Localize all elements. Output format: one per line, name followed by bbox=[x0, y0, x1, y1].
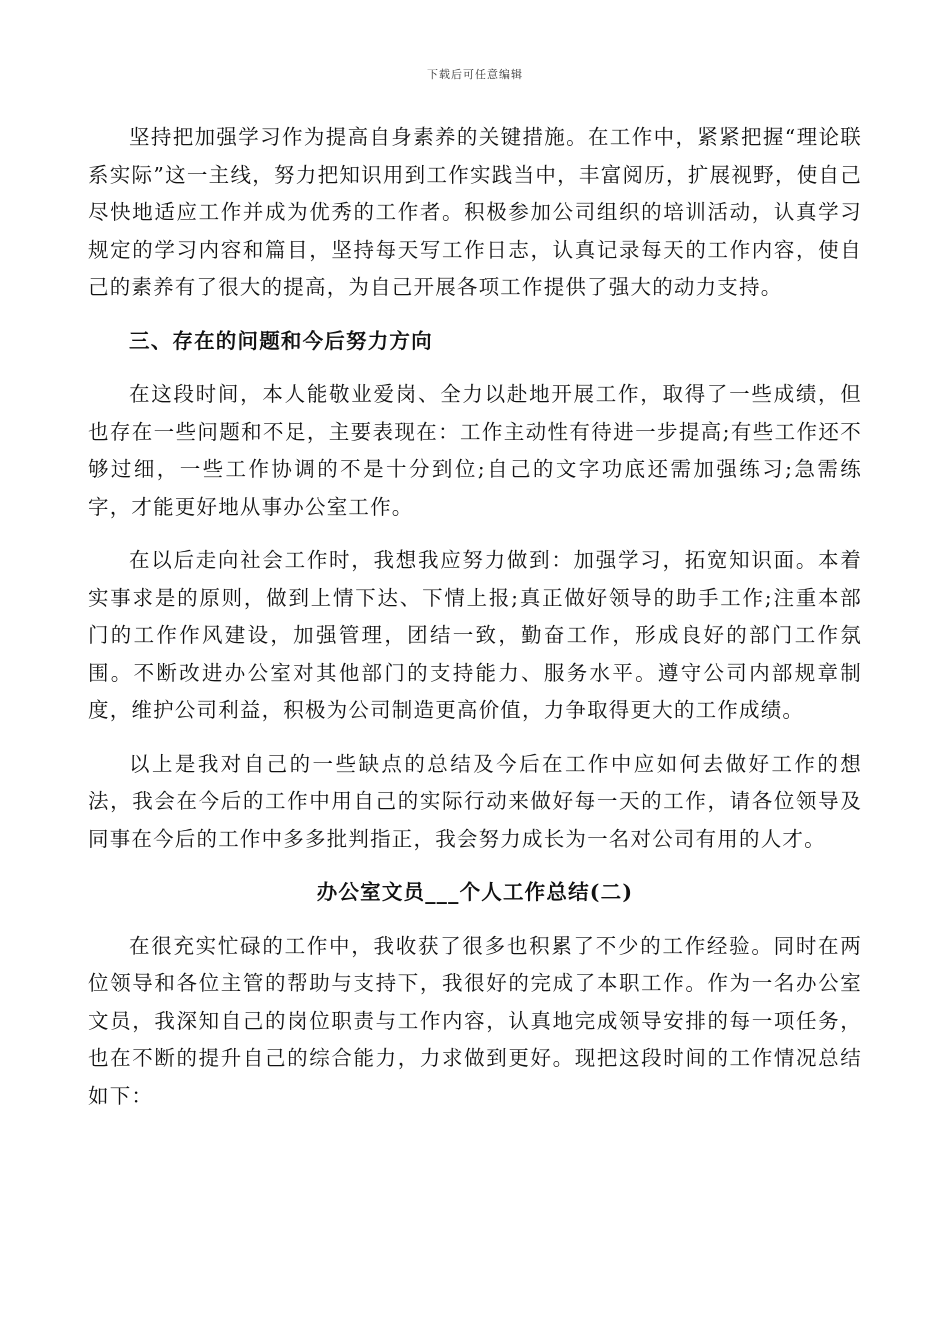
section-heading-problems: 三、存在的问题和今后努力方向 bbox=[129, 328, 433, 353]
paragraph-conclusion: 以上是我对自己的一些缺点的总结及今后在工作中应如何去做好工作的想法，我会在今后的工作中用自己的实际行动来做好每一天的工作，请各位领导及同事在今后的工作中多多批判指正，我会努力成长为一名对公司有用的人才。 bbox=[88, 751, 862, 851]
document-body bbox=[88, 119, 862, 1115]
paragraph-future-plan: 在以后走向社会工作时，我想我应努力做到：加强学习，拓宽知识面。本着实事求是的原则，做到上情下达、下情上报;真正做好领导的助手工作;注重本部门的工作作风建设，加强管理，团结一致，勤奋工作，形成良好的部门工作氛围。不断改进办公室对其他部门的支持能力、服务水平。遵守公司内部规章制度，维护公司利益，积极为公司制造更高价值，力争取得更大的工作成绩。 bbox=[88, 548, 862, 722]
paragraph-gap bbox=[88, 526, 862, 542]
document-title-part-two: 办公室文员___个人工作总结(二) bbox=[316, 880, 634, 904]
header-note: 下载后可任意编辑 bbox=[427, 68, 523, 81]
paragraph-gap bbox=[88, 730, 862, 746]
paragraph-gap bbox=[88, 360, 862, 376]
paragraph-gap bbox=[88, 912, 862, 928]
paragraph-intro-part-two: 在很充实忙碌的工作中，我收获了很多也积累了不少的工作经验。同时在两位领导和各位主管的帮助与支持下，我很好的完成了本职工作。作为一名办公室文员，我深知自己的岗位职责与工作内容，认真地完成领导安排的每一项任务，也在不断的提升自己的综合能力，力求做到更好。现把这段时间的工作情况总结如下： bbox=[88, 933, 862, 1108]
paragraph-gap bbox=[88, 307, 862, 323]
paragraph-shortcomings: 在这段时间，本人能敬业爱岗、全力以赴地开展工作，取得了一些成绩，但也存在一些问题和不足，主要表现在：工作主动性有待进一步提高;有些工作还不够过细，一些工作协调的不是十分到位;自己的文字功底还需加强练习;急需练字，才能更好地从事办公室工作。 bbox=[88, 382, 862, 519]
paragraph-study: 坚持把加强学习作为提高自身素养的关键措施。在工作中，紧紧把握“理论联系实际”这一主线，努力把知识用到工作实践当中，丰富阅历，扩展视野，使自己尽快地适应工作并成为优秀的工作者。积极参加公司组织的培训活动，认真学习规定的学习内容和篇目，坚持每天写工作日志，认真记录每天的工作内容，使自己的素养有了很大的提高，为自己开展各项工作提供了强大的动力支持。 bbox=[88, 125, 862, 299]
paragraph-gap bbox=[88, 858, 862, 874]
